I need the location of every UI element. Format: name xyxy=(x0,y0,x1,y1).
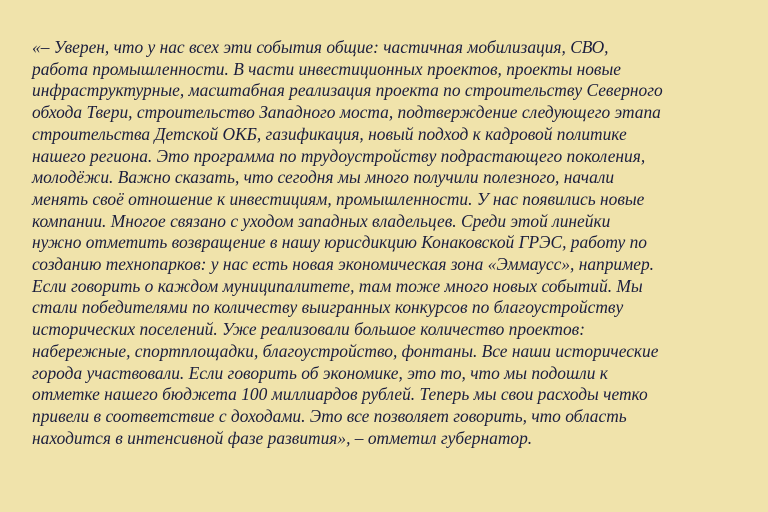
quote-line: компании. Многое связано с уходом западных владельцев. Среди этой линейки xyxy=(32,210,611,231)
quote-line: стали победителями по количеству выигранных конкурсов по благоустройству xyxy=(32,297,624,318)
quote-line: «– Уверен, что у нас всех эти события общие: частичная мобилизация, СВО, xyxy=(32,37,609,57)
quote-line: отметке нашего бюджета 100 миллиардов рублей. Теперь мы свои расходы четко xyxy=(32,384,648,405)
quote-line: строительства Детской ОКБ, газификация, новый подход к кадровой политике xyxy=(32,123,627,144)
quote-line: исторических поселений. Уже реализовали большое количество проектов: xyxy=(32,319,585,340)
quote-line: созданию технопарков: у нас есть новая экономическая зона «Эммаусс», например. xyxy=(32,254,654,275)
quote-line: менять своё отношение к инвестициям, промышленности. У нас появились новые xyxy=(32,188,645,209)
quote-line: набережные, спортплощадки, благоустройство, фонтаны. Все наши исторические xyxy=(32,340,659,361)
quote-line: привели в соответствие с доходами. Это все позволяет говорить, что область xyxy=(32,405,627,426)
quote-line: города участвовали. Если говорить об экономике, это то, что мы подошли к xyxy=(32,362,608,383)
quote-paragraph xyxy=(32,37,736,449)
quote-line: инфраструктурные, масштабная реализация проекта по строительству Северного xyxy=(32,80,663,101)
quote-line: молодёжи. Важно сказать, что сегодня мы много получили полезного, начали xyxy=(32,167,615,188)
quote-line: работа промышленности. В части инвестиционных проектов, проекты новые xyxy=(32,58,621,79)
quote-line: Если говорить о каждом муниципалитете, там тоже много новых событий. Мы xyxy=(32,275,643,296)
quote-line: нужно отметить возвращение в нашу юрисдикцию Конаковской ГРЭС, работу по xyxy=(32,232,647,253)
quote-line: обхода Твери, строительство Западного моста, подтверждение следующего этапа xyxy=(32,102,661,123)
quote-line: нашего региона. Это программа по трудоустройству подрастающего поколения, xyxy=(32,145,646,166)
quote-line: находится в интенсивной фазе развития», – отметил губернатор. xyxy=(32,427,533,448)
